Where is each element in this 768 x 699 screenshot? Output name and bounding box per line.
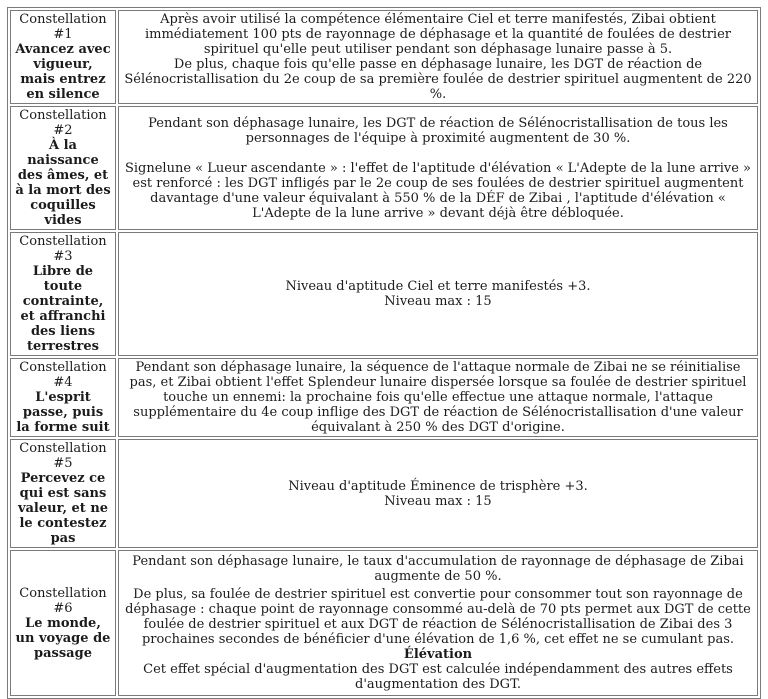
constellation-name: Libre de toute contrainte, et affranchi des liens terrestres — [20, 264, 106, 354]
description-paragraph: Signelune « Lueur ascendante » : l'effet de l'aptitude d'élévation « L'Adepte de la lune arrive » est renforcé : les DGT infligés par le 2e coup de ses foulées de destrier spirituel augmentent davantage d'une valeur équivalant à 550 % de la DÉF de Zibai , l'aptitude d'élévation « L'Adepte de la lune arrive » devant déjà être débloquée. — [124, 160, 752, 221]
table-row — [10, 358, 758, 437]
constellation-1-label-cell — [10, 10, 116, 104]
constellation-6-description-cell — [118, 550, 758, 696]
description-paragraph: Niveau max : 15 — [384, 294, 492, 309]
description-paragraph: Pendant son déphasage lunaire, la séquence de l'attaque normale de Zibai ne se réinitialise pas, et Zibai obtient l'effet Splendeur lunaire dispersée lorsque sa foulée de destrier spirituel touche un ennemi: la prochaine fois qu'elle effectue une attaque normale, l'attaque supplémentaire du 4e coup inflige des DGT de réaction de Sélénocristallisation d'une valeur équivalant à 250 % des DGT d'origine. — [129, 360, 747, 435]
constellation-number: Constellation #1 — [19, 12, 107, 42]
description-paragraph: De plus, sa foulée de destrier spirituel est convertie pour consommer tout son rayonnage de déphasage : chaque point de rayonnage consommé au-delà de 70 pts permet aux DGT de cette foulée de destrier spirituel et aux DGT de réaction de Sélénocristallisation de Zibai des 3 prochaines secondes de bénéficier d'une élévation de 1,6 %, cet effet ne se cumulant pas. — [125, 587, 751, 647]
constellation-5-label-cell — [10, 439, 116, 548]
table-row — [10, 550, 758, 696]
constellation-6-label-cell — [10, 550, 116, 696]
description-paragraph: Cet effet spécial d'augmentation des DGT est calculée indépendamment des autres effets d'augmentation des DGT. — [143, 662, 733, 692]
description-paragraph: De plus, chaque fois qu'elle passe en déphasage lunaire, les DGT de réaction de Sélénocristallisation du 2e coup de sa première foulée de destrier spirituel augmentent de 220 %. — [124, 57, 752, 102]
constellation-number: Constellation #4 — [19, 360, 107, 390]
constellation-number: Constellation #6 — [19, 585, 107, 616]
constellation-name: L'esprit passe, puis la forme suit — [16, 390, 110, 435]
description-paragraph: Après avoir utilisé la compétence élémentaire Ciel et terre manifestés, Zibai obtient immédiatement 100 pts de rayonnage de déphasage et la quantité de foulées de destrier spirituel qu'elle peut utiliser pendant son déphasage lunaire passe à 5. — [145, 12, 731, 57]
constellation-number: Constellation #2 — [19, 108, 107, 138]
constellation-name: Le monde, un voyage de passage — [15, 615, 111, 661]
constellation-2-label-cell — [10, 106, 116, 230]
description-paragraph: Pendant son déphasage lunaire, les DGT de réaction de Sélénocristallisation de tous les personnages de l'équipe à proximité augmentent de 30 %. — [148, 115, 728, 146]
constellation-5-description-cell — [118, 439, 758, 548]
table-row — [10, 439, 758, 548]
constellation-2-description-cell — [118, 106, 758, 230]
constellation-name: À la naissance des âmes, et à la mort des coquilles vides — [15, 138, 111, 228]
constellation-3-label-cell — [10, 232, 116, 356]
table-row — [10, 10, 758, 104]
description-paragraph: Niveau d'aptitude Éminence de trisphère +3. — [288, 478, 588, 494]
constellation-name: Avancez avec vigueur, mais entrez en silence — [15, 42, 111, 102]
constellation-4-label-cell — [10, 358, 116, 437]
description-paragraph: Niveau d'aptitude Ciel et terre manifestés +3. — [285, 279, 591, 294]
constellation-3-description-cell — [118, 232, 758, 356]
constellations-table — [7, 7, 761, 699]
description-paragraph: Niveau max : 15 — [384, 493, 492, 509]
constellation-4-description-cell — [118, 358, 758, 437]
constellation-name: Percevez ce qui est sans valeur, et ne le contestez pas — [17, 471, 109, 546]
description-paragraph: Pendant son déphasage lunaire, le taux d'accumulation de rayonnage de déphasage de Zibai augmente de 50 %. — [132, 554, 744, 584]
table-row — [10, 232, 758, 356]
constellation-number: Constellation #3 — [19, 234, 107, 264]
elevation-heading: Élévation — [403, 647, 473, 662]
constellation-number: Constellation #5 — [19, 441, 107, 471]
table-row — [10, 106, 758, 230]
constellation-1-description-cell — [118, 10, 758, 104]
